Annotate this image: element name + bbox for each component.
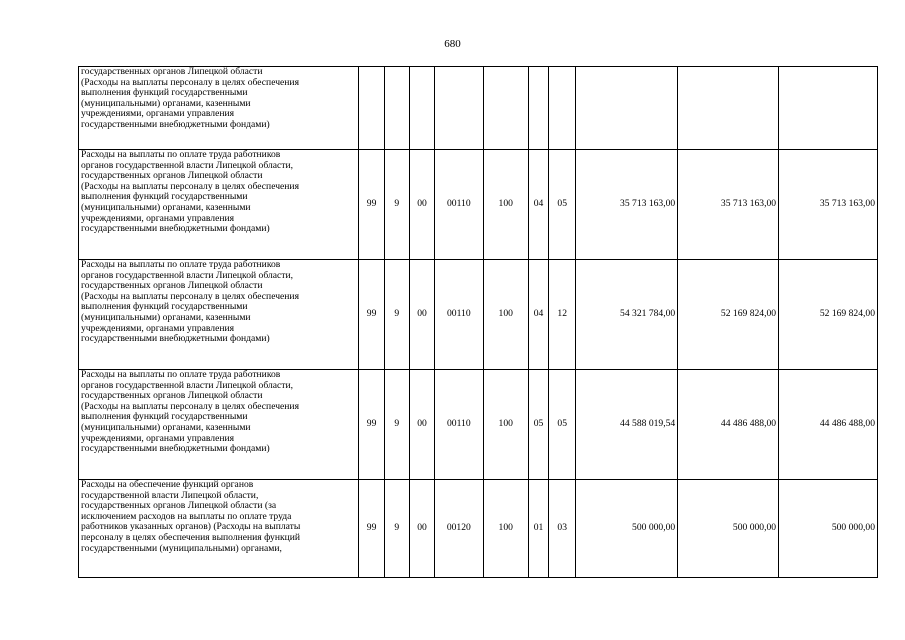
- expense-description: [79, 150, 359, 260]
- description-line: органов государственной власти Липецкой области,: [81, 159, 293, 171]
- section-code: 04: [528, 260, 548, 370]
- expense-type-code: 100: [483, 150, 528, 260]
- expense-type-code: 100: [483, 370, 528, 480]
- description-line: выполнения функций государственными: [81, 191, 248, 203]
- description-line: (Расходы на выплаты персоналу в целях обеспечения: [81, 290, 299, 302]
- description-line: государственными (муниципальными) органами,: [81, 542, 282, 554]
- description-line: государственных органов Липецкой области: [81, 390, 263, 402]
- main-event-code: 00: [409, 260, 434, 370]
- description-line: Расходы на обеспечение функций органов: [81, 479, 254, 490]
- program-code: 99: [359, 370, 384, 480]
- description-line: учреждениями, органами управления: [81, 212, 235, 224]
- subsection-code: 05: [549, 370, 576, 480]
- amount-year-2: 52 169 824,00: [678, 260, 779, 370]
- budget-table: [78, 66, 878, 578]
- amount-year-3: 44 486 488,00: [779, 370, 878, 480]
- table-row: [79, 480, 878, 578]
- amount-year-2: [678, 67, 779, 150]
- description-line: Расходы на выплаты по оплате труда работников: [81, 369, 281, 380]
- expense-description: [79, 480, 359, 578]
- amount-year-2: 44 486 488,00: [678, 370, 779, 480]
- expense-description: [79, 370, 359, 480]
- description-line: выполнения функций государственными: [81, 301, 248, 313]
- description-line: государственных органов Липецкой области: [81, 170, 263, 182]
- description-line: (Расходы на выплаты персоналу в целях обеспечения: [81, 180, 299, 192]
- program-code: 99: [359, 480, 384, 578]
- description-line: государственных органов Липецкой области: [81, 66, 263, 77]
- description-line: персоналу в целях обеспечения выполнения функций: [81, 531, 301, 543]
- main-event-code: 00: [409, 150, 434, 260]
- main-event-code: 00: [409, 480, 434, 578]
- amount-year-1: [576, 67, 678, 150]
- subprogram-code: 9: [384, 260, 409, 370]
- table-row: [79, 370, 878, 480]
- amount-year-2: 35 713 163,00: [678, 150, 779, 260]
- description-line: (муниципальными) органами, казенными: [81, 311, 251, 323]
- description-line: (Расходы на выплаты персоналу в целях обеспечения: [81, 400, 299, 412]
- description-line: учреждениями, органами управления: [81, 432, 235, 444]
- subprogram-code: [384, 67, 409, 150]
- description-line: работников указанных органов) (Расходы на выплаты: [81, 521, 301, 533]
- direction-code: [435, 67, 483, 150]
- description-line: органов государственной власти Липецкой области,: [81, 269, 293, 281]
- description-line: государственными внебюджетными фондами): [81, 223, 270, 235]
- main-event-code: 00: [409, 370, 434, 480]
- main-event-code: [409, 67, 434, 150]
- description-line: государственными внебюджетными фондами): [81, 333, 270, 345]
- amount-year-3: 52 169 824,00: [779, 260, 878, 370]
- section-code: 04: [528, 150, 548, 260]
- amount-year-1: 54 321 784,00: [576, 260, 678, 370]
- description-line: (муниципальными) органами, казенными: [81, 421, 251, 433]
- description-line: учреждениями, органами управления: [81, 322, 235, 334]
- subprogram-code: 9: [384, 480, 409, 578]
- amount-year-3: 35 713 163,00: [779, 150, 878, 260]
- page-number: 680: [444, 38, 461, 50]
- table-row: [79, 150, 878, 260]
- program-code: [359, 67, 384, 150]
- amount-year-1: 500 000,00: [576, 480, 678, 578]
- subsection-code: 03: [549, 480, 576, 578]
- description-line: исключением расходов на выплаты по оплате труда: [81, 510, 292, 522]
- description-line: (муниципальными) органами, казенными: [81, 97, 251, 109]
- description-line: выполнения функций государственными: [81, 411, 248, 423]
- direction-code: 00120: [435, 480, 483, 578]
- direction-code: 00110: [435, 150, 483, 260]
- amount-year-1: 35 713 163,00: [576, 150, 678, 260]
- expense-description: [79, 67, 359, 150]
- description-line: выполнения функций государственными: [81, 87, 248, 99]
- description-line: учреждениями, органами управления: [81, 108, 235, 120]
- amount-year-3: 500 000,00: [779, 480, 878, 578]
- expense-type-code: 100: [483, 260, 528, 370]
- description-line: государственных органов Липецкой области (за: [81, 500, 277, 512]
- description-line: государственными внебюджетными фондами): [81, 443, 270, 455]
- section-code: [528, 67, 548, 150]
- description-line: государственными внебюджетными фондами): [81, 118, 270, 130]
- table-row: [79, 260, 878, 370]
- subprogram-code: 9: [384, 150, 409, 260]
- description-line: органов государственной власти Липецкой области,: [81, 379, 293, 391]
- description-line: (Расходы на выплаты персоналу в целях обеспечения: [81, 76, 299, 88]
- description-line: Расходы на выплаты по оплате труда работников: [81, 149, 281, 160]
- subsection-code: 05: [549, 150, 576, 260]
- subsection-code: [549, 67, 576, 150]
- expense-description: [79, 260, 359, 370]
- section-code: 05: [528, 370, 548, 480]
- expense-type-code: [483, 67, 528, 150]
- description-line: Расходы на выплаты по оплате труда работников: [81, 259, 281, 270]
- amount-year-2: 500 000,00: [678, 480, 779, 578]
- program-code: 99: [359, 150, 384, 260]
- description-line: государственной власти Липецкой области,: [81, 489, 259, 501]
- direction-code: 00110: [435, 260, 483, 370]
- description-line: (муниципальными) органами, казенными: [81, 201, 251, 213]
- subprogram-code: 9: [384, 370, 409, 480]
- program-code: 99: [359, 260, 384, 370]
- section-code: 01: [528, 480, 548, 578]
- subsection-code: 12: [549, 260, 576, 370]
- amount-year-1: 44 588 019,54: [576, 370, 678, 480]
- direction-code: 00110: [435, 370, 483, 480]
- table-row: [79, 67, 878, 150]
- amount-year-3: [779, 67, 878, 150]
- expense-type-code: 100: [483, 480, 528, 578]
- description-line: государственных органов Липецкой области: [81, 280, 263, 292]
